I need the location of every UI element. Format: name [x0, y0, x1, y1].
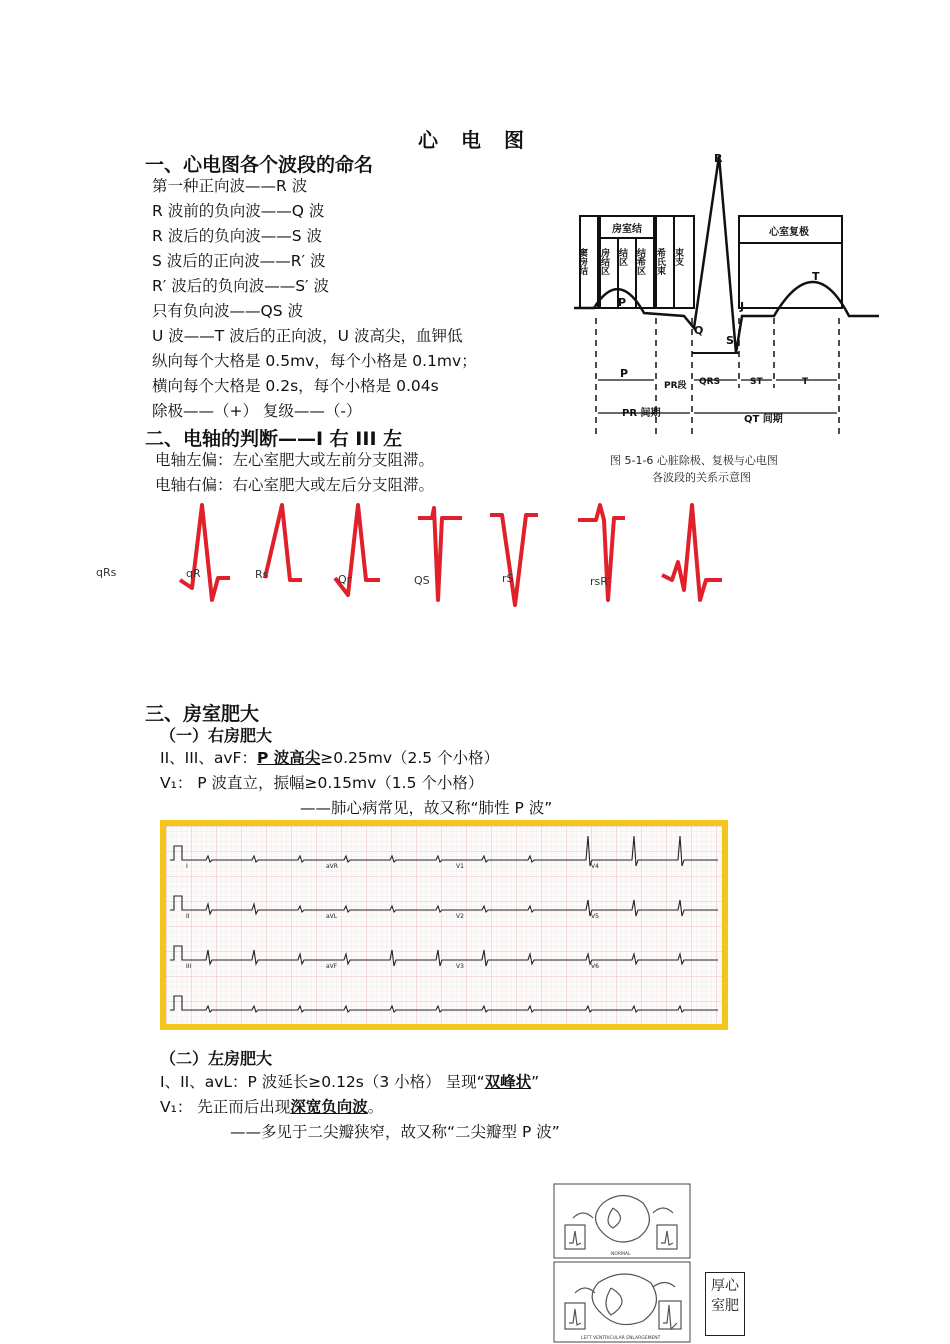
qrs-wave — [180, 505, 230, 600]
qrs-label: rS — [502, 572, 514, 585]
qrs-wave — [662, 505, 722, 600]
text-line: 纵向每个大格是 0.5mv，每个小格是 0.1mv； — [152, 352, 477, 370]
text-line: ——肺心病常见，故又称“肺性 P 波” — [300, 799, 553, 817]
lead-label: II — [186, 913, 190, 920]
lead-label: aVL — [326, 913, 338, 920]
lead-label: V6 — [591, 963, 599, 970]
qrs-morphology-strip — [170, 500, 740, 615]
text-line: II、III、avF：P 波高尖≥0.25mv（2.5 个小格） — [160, 749, 500, 767]
text-line: 除极——（+） 复级——（-） — [152, 402, 362, 420]
svg-text:Q: Q — [694, 324, 704, 337]
text-line: 第一种正向波——R 波 — [152, 177, 308, 195]
qrs-wave — [265, 505, 302, 580]
svg-text:T: T — [812, 270, 820, 283]
text-line: I、II、avL：P 波延长≥0.12s（3 小格） 呈现“双峰状” — [160, 1073, 540, 1091]
qrs-label: QS — [414, 574, 430, 587]
section-1-heading: 一、心电图各个波段的命名 — [145, 154, 374, 176]
text-line: R 波后的负向波——S 波 — [152, 227, 322, 245]
svg-text:T: T — [802, 377, 809, 387]
emphasis-text: P 波高尖 — [256, 749, 321, 767]
qrs-label: qR — [186, 567, 201, 580]
lead-label: V1 — [456, 863, 464, 870]
text-line: 横向每个大格是 0.2s，每个小格是 0.04s — [152, 377, 439, 395]
lead-label: aVF — [326, 963, 338, 970]
emphasis-text: 双峰状 — [484, 1073, 532, 1091]
diagram-caption: 各波段的关系示意图 — [652, 471, 751, 484]
text-line: 电轴右偏：右心室肥大或左后分支阻滞。 — [155, 476, 435, 494]
ecg-12-lead-panel — [160, 820, 728, 1030]
diagram-peak-label: R — [714, 152, 723, 165]
text-line: R′ 波后的负向波——S′ 波 — [152, 277, 330, 295]
lead-label: III — [186, 963, 192, 970]
qrs-label: Rs — [255, 568, 269, 581]
lead-label: I — [186, 863, 188, 870]
qrs-label: Qr — [338, 573, 352, 586]
subsection-heading: （一）右房肥大 — [160, 726, 273, 745]
qrs-wave — [490, 515, 538, 605]
svg-text:房室结: 房室结 — [612, 224, 642, 235]
diagram-caption: 图 5-1-6 心脏除极、复极与心电图 — [610, 454, 778, 467]
heart-caption: NORMAL — [611, 1252, 631, 1257]
svg-text:结区: 结区 — [617, 248, 627, 266]
section-3-heading: 三、房室肥大 — [145, 703, 260, 725]
lead-label: V3 — [456, 963, 464, 970]
heart-caption: LEFT VENTRICULAR ENLARGEMENT — [581, 1336, 661, 1341]
emphasis-text: 深宽负向波 — [290, 1098, 368, 1116]
svg-text:心室复极: 心室复极 — [769, 227, 809, 238]
text-line: ——多见于二尖瓣狭窄，故又称“二尖瓣型 P 波” — [230, 1123, 560, 1141]
text-line: V₁： P 波直立，振幅≥0.15mv（1.5 个小格） — [160, 774, 484, 792]
svg-text:ST: ST — [750, 377, 763, 387]
svg-text:希氏束: 希氏束 — [655, 248, 665, 275]
text-line: 电轴左偏：左心室肥大或左前分支阻滞。 — [155, 451, 435, 469]
lead-label: V4 — [591, 863, 599, 870]
section-1-lines — [152, 174, 477, 424]
svg-text:J: J — [740, 300, 745, 313]
heart-illustration — [553, 1183, 693, 1344]
ecg-grid — [166, 826, 722, 1024]
svg-text:束支: 束支 — [673, 248, 683, 266]
text-line: U 波——T 波后的正向波，U 波高尖，血钾低 — [152, 327, 463, 345]
text-line: S 波后的正向波——R′ 波 — [152, 252, 326, 270]
svg-text:PR段: PR段 — [664, 381, 687, 391]
text-line: V₁： 先正而后出现深宽负向波。 — [160, 1098, 384, 1116]
text-line: R 波前的负向波——Q 波 — [152, 202, 325, 220]
svg-text:房结区: 房结区 — [599, 248, 609, 275]
svg-text:结希区: 结希区 — [635, 248, 645, 275]
qrs-label: rsR′ — [590, 575, 611, 588]
section-2-lines — [155, 448, 434, 498]
svg-text:窦房结: 窦房结 — [577, 248, 587, 275]
svg-text:QT 间期: QT 间期 — [744, 414, 783, 425]
subsection-heading: （二）左房肥大 — [160, 1049, 273, 1068]
ecg-conduction-diagram — [574, 148, 889, 488]
text-line: 只有负向波——QS 波 — [152, 302, 303, 320]
svg-text:S: S — [726, 334, 734, 347]
page-title: 心 电 图 — [418, 128, 532, 152]
svg-text:QRS: QRS — [699, 377, 721, 387]
side-label-text: 厚心室肥 — [711, 1278, 739, 1314]
section-2-heading: 二、电轴的判断——I 右 III 左 — [145, 428, 403, 450]
svg-text:P: P — [618, 296, 627, 309]
side-label-box — [705, 1272, 745, 1336]
qrs-label: qRs — [96, 566, 117, 579]
svg-text:P: P — [620, 367, 629, 380]
lead-label: V5 — [591, 913, 599, 920]
lead-label: aVR — [326, 863, 338, 870]
svg-text:PR 间期: PR 间期 — [622, 408, 661, 419]
lead-label: V2 — [456, 913, 464, 920]
